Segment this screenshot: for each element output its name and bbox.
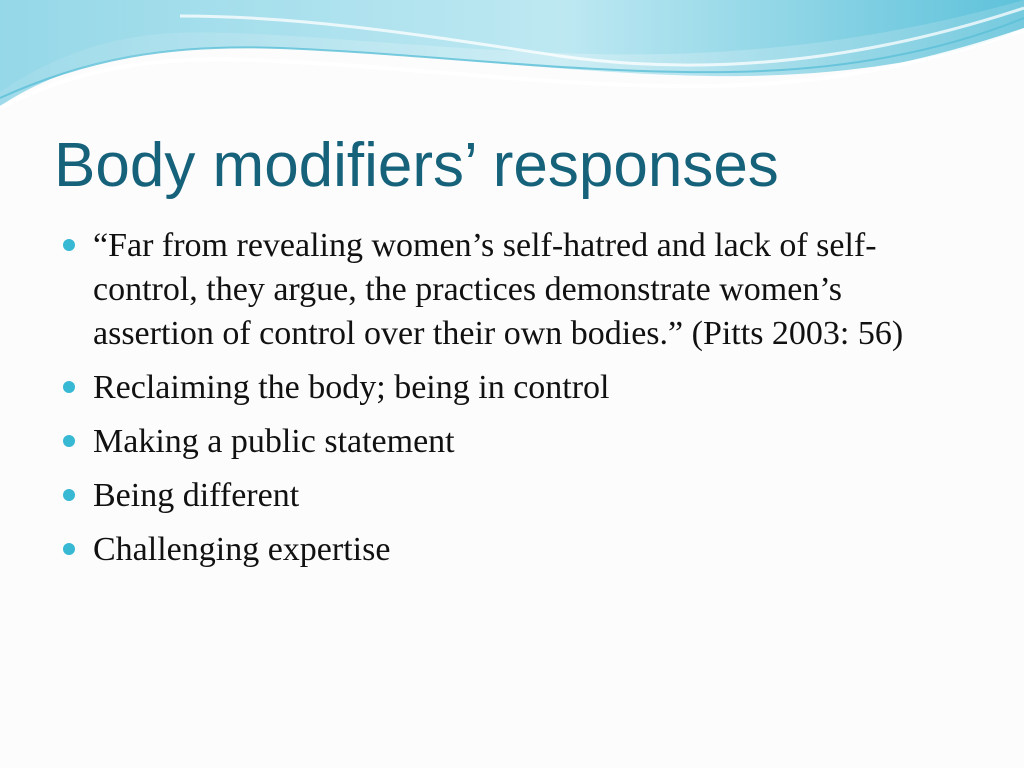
slide-title: Body modifiers’ responses	[54, 131, 779, 200]
bullet-text: Being different	[93, 477, 300, 514]
bullet-text: Making a public statement	[93, 423, 455, 460]
bullet-dot-icon	[63, 381, 75, 393]
bullet-text: “Far from revealing women’s self-hatred and lack of self-control, they argue, the practices demonstrate women’s assertion of control over their own bodies.” (Pitts 2003: 56)	[93, 227, 904, 352]
bullet-item-quote	[63, 224, 963, 356]
bullet-text: Reclaiming the body; being in control	[93, 369, 610, 406]
bullet-dot-icon	[63, 239, 75, 251]
bullet-dot-icon	[63, 489, 75, 501]
bullet-item-public-statement	[63, 420, 963, 464]
decorative-wave-banner	[0, 0, 1024, 120]
bullet-list	[63, 224, 963, 582]
bullet-item-being-different	[63, 474, 963, 518]
bullet-text: Challenging expertise	[93, 531, 391, 568]
bullet-dot-icon	[63, 435, 75, 447]
bullet-dot-icon	[63, 543, 75, 555]
bullet-item-challenging-expertise	[63, 528, 963, 572]
bullet-item-reclaiming	[63, 366, 963, 410]
